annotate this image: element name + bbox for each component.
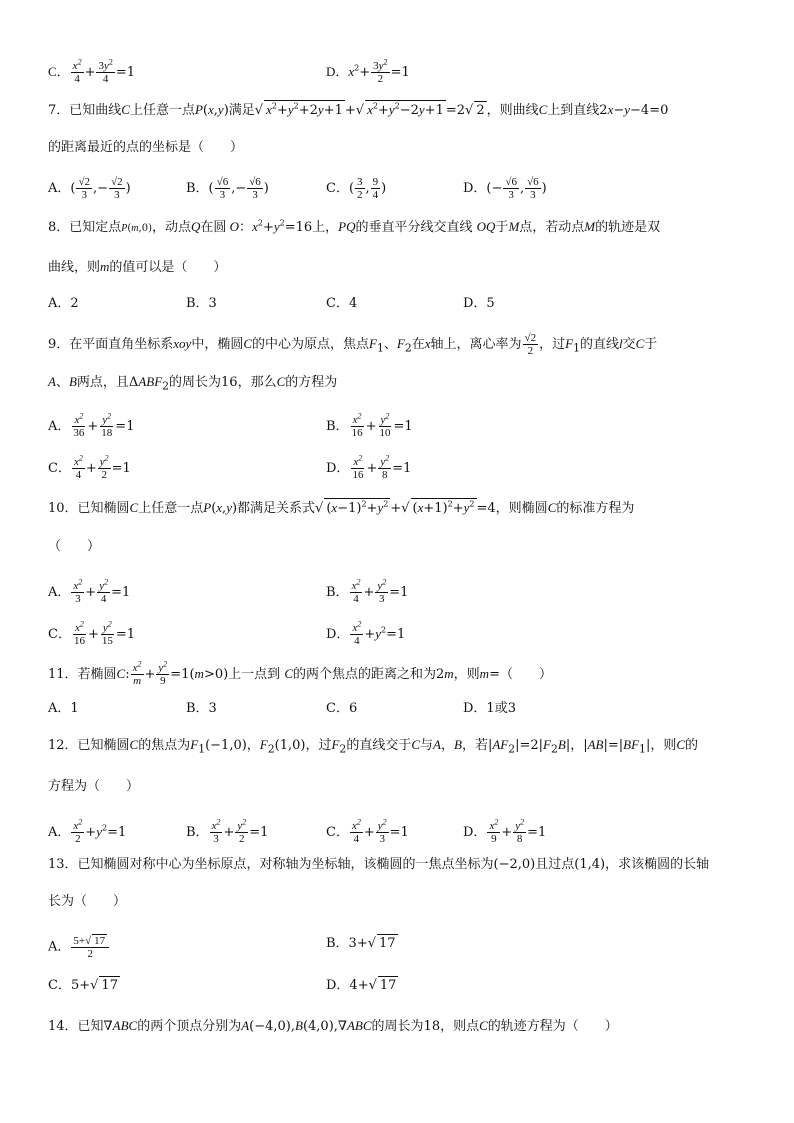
q8-option-a: A．2 bbox=[48, 296, 79, 311]
q11-option-b: B．3 bbox=[186, 701, 217, 716]
q7-option-a: A．( √ $\frac{2}{3}$ ,− √ $\frac{2}{3}$ ) bbox=[48, 176, 131, 201]
q8-stem: 8．已知定点P(m,0)，动点Q在圆 O：$x^2+y^2=16$上，PQ的垂直平分线交直线 OQ于M点，若动点M的轨迹是双 bbox=[48, 218, 661, 235]
q7-option-d: D．(− √ $\frac{6}{3}$ , √ $\frac{6}{3}$ ) bbox=[463, 176, 547, 201]
q14-stem: 14．已知∇ABC的两个顶点分别为A(−4,0),B(4,0),∇ABC的周长为18，则点C的轨迹方程为（ ） bbox=[48, 1018, 618, 1034]
q6-option-c: C． $\frac{x^2}{4}$ + $\frac{3y^2}{4}$ =1 bbox=[48, 57, 136, 85]
q8-option-b: B．3 bbox=[186, 296, 217, 311]
q9-stem: 9．在平面直角坐标系xoy中，椭圆C的中心为原点，焦点$F_1$、$F_2$在x轴上，离心率为 √ $\frac{2}{2}$ ，过$F_1$的直线l交C于 bbox=[48, 332, 754, 358]
q10-option-b: B． $\frac{x^2}{4}$ + $\frac{y^2}{3}$ =1 bbox=[326, 577, 409, 605]
q12-stem: 12．已知椭圆C的焦点为$F_1(-1,0)$，$F_2(1,0)$，过$F_2$的直线交于C与A，B，若$|AF_2|=2|F_2B|$，$|AB|=|BF_1|$，则C的 bbox=[48, 737, 699, 756]
q11-option-a: A．1 bbox=[48, 701, 79, 716]
q9-option-c: C． $\frac{x^2}{4}$ + $\frac{y^2}{2}$ =1 bbox=[48, 453, 131, 481]
q6-option-d: D．$x^2+$ $\frac{3y^2}{2}$ =1 bbox=[326, 57, 410, 85]
q13-option-b: B．3+√ 17 bbox=[326, 934, 398, 953]
q10-option-a: A． $\frac{x^2}{3}$ + $\frac{y^2}{4}$ =1 bbox=[48, 577, 131, 605]
q9-option-b: B． $\frac{x^2}{16}$ + $\frac{y^2}{10}$ =1 bbox=[326, 411, 413, 439]
q11-stem: 11．若椭圆C: $\frac{x^2}{m}$ + $\frac{y^2}{9}$ =1(m>0)上一点到 C的两个焦点的距离之和为2m，则m=（ ） bbox=[48, 659, 552, 687]
q13-option-a: A． $\frac{5+√ 17}{2}$ bbox=[48, 934, 110, 960]
q13-option-c: C．5+√ 17 bbox=[48, 976, 120, 995]
q12-stem2: 方程为（ ） bbox=[48, 779, 140, 794]
q11-option-c: C．6 bbox=[326, 701, 358, 716]
q9-stem2: A、B两点，且$\Delta ABF_2$的周长为16，那么C的方程为 bbox=[48, 374, 338, 393]
q8-option-d: D．5 bbox=[463, 296, 495, 311]
q13-stem2: 长为（ ） bbox=[48, 894, 127, 909]
q12-option-b: B． $\frac{x^2}{3}$ + $\frac{y^2}{2}$ =1 bbox=[186, 817, 269, 845]
q12-option-d: D． $\frac{x^2}{9}$ + $\frac{y^2}{8}$ =1 bbox=[463, 817, 547, 845]
q8-option-c: C．4 bbox=[326, 296, 358, 311]
q8-stem2: 曲线，则m的值可以是（ ） bbox=[48, 259, 227, 275]
q10-stem2: （ ） bbox=[48, 539, 101, 554]
q7-option-b: B．( √ $\frac{6}{3}$ ,− √ $\frac{6}{3}$ ) bbox=[186, 176, 269, 201]
q7-stem2: 的距离最近的点的坐标是（ ） bbox=[48, 140, 244, 155]
q9-option-d: D． $\frac{x^2}{16}$ + $\frac{y^2}{8}$ =1 bbox=[326, 453, 412, 481]
q12-option-a: A． $\frac{x^2}{2}$ $+y^2=1$ bbox=[48, 817, 127, 845]
q7-stem: 7．已知曲线C上任意一点P(x,y)满足√ $x^2+y^2+2y+1$ +√ $x^2+y^2-2y+1 =2√$ 2 ，则曲线C上到直线2x−y−4=0 bbox=[48, 100, 754, 120]
q10-stem: 10．已知椭圆C上任意一点P(x,y)都满足关系式√ $(x-1)^2+y^2$ +√ $(x+1)^2+y^2 =4$，则椭圆C的标准方程为 bbox=[48, 498, 754, 518]
q7-option-c: C．( $\frac{3}{2}$ , $\frac{9}{4}$ ) bbox=[326, 176, 387, 201]
q12-option-c: C． $\frac{x^2}{4}$ + $\frac{y^2}{3}$ =1 bbox=[326, 817, 409, 845]
q11-option-d: D．1或3 bbox=[463, 701, 516, 716]
q13-stem: 13．已知椭圆对称中心为坐标原点，对称轴为坐标轴，该椭圆的一焦点坐标为(−2,0)且过点(1,4)，求该椭圆的长轴 bbox=[48, 857, 710, 872]
q9-option-a: A． $\frac{x^2}{36}$ + $\frac{y^2}{18}$ =1 bbox=[48, 411, 135, 439]
q10-option-d: D． $\frac{x^2}{4}$ $+y^2=1$ bbox=[326, 619, 406, 647]
q13-option-d: D．4+√ 17 bbox=[326, 976, 398, 995]
q10-option-c: C． $\frac{x^2}{16}$ + $\frac{y^2}{15}$ =1 bbox=[48, 619, 136, 647]
